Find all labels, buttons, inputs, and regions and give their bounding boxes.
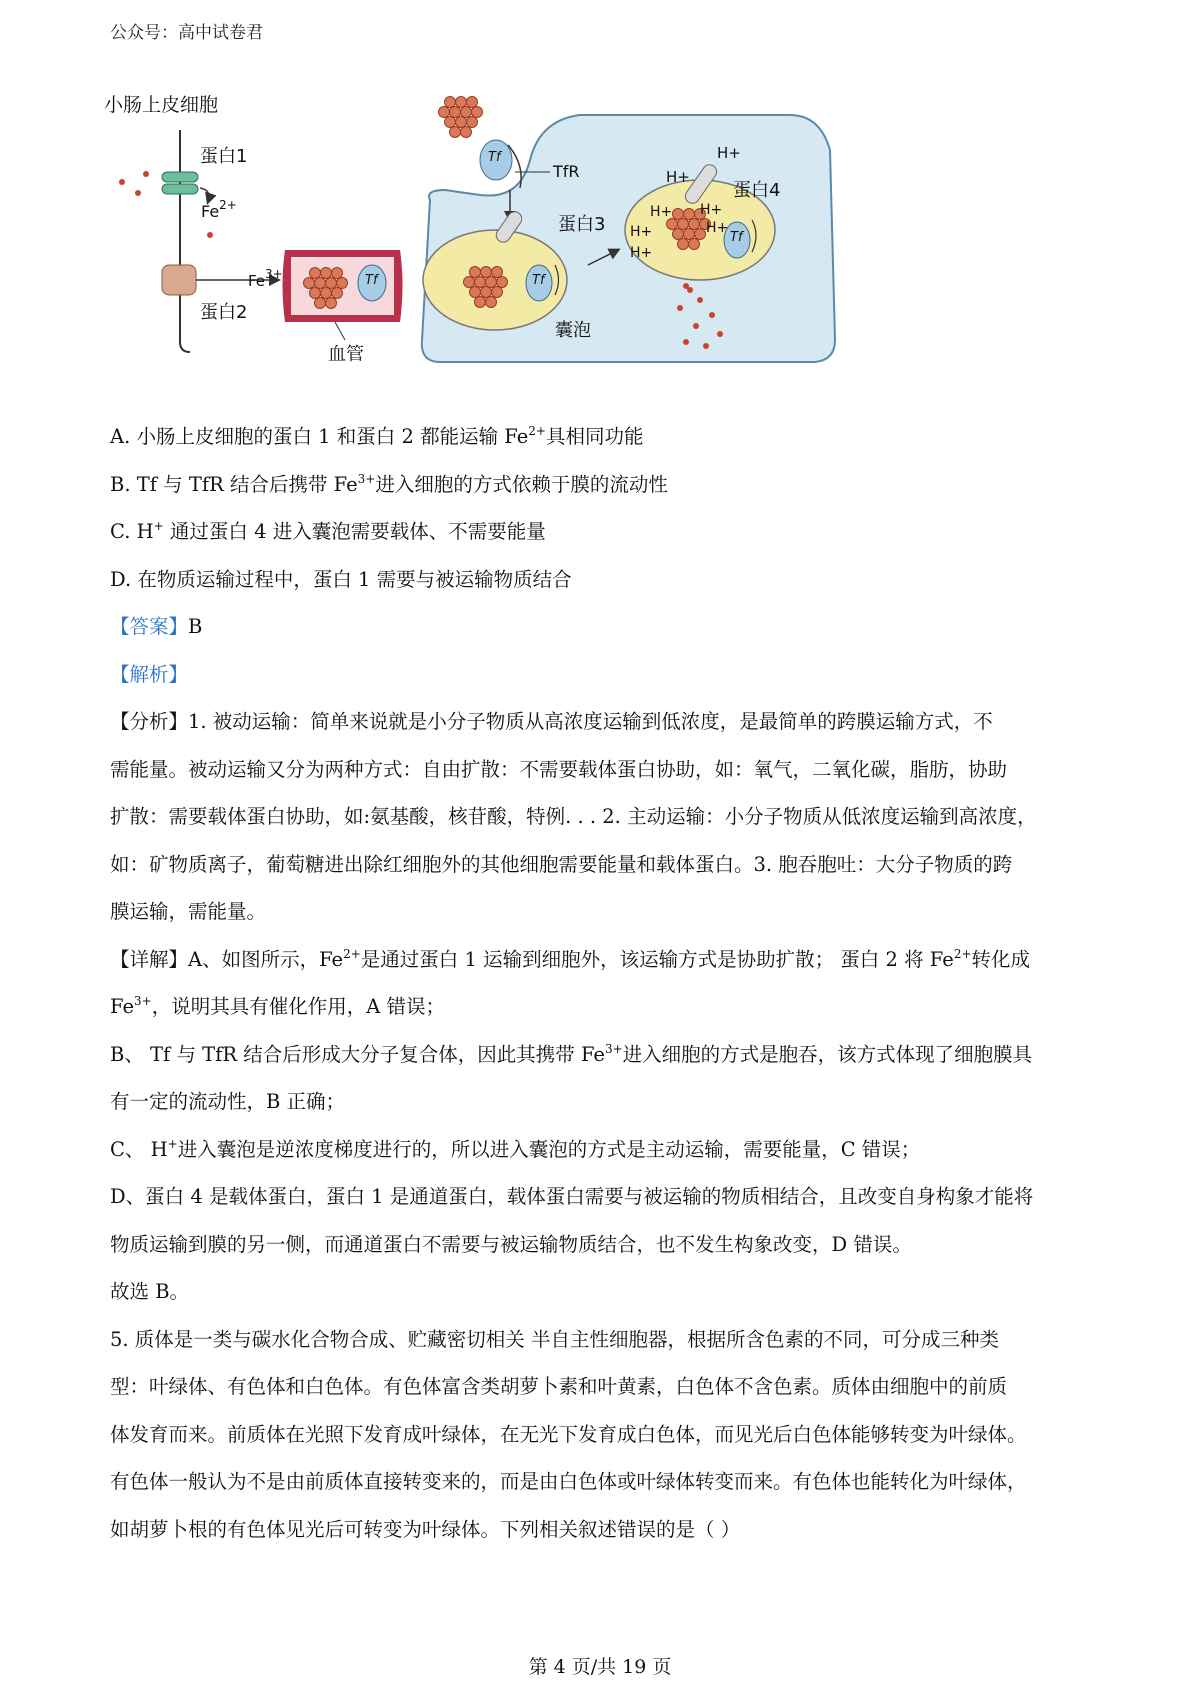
- option-c: C. H+ 通过蛋白 4 进入囊泡需要载体、不需要能量: [110, 519, 546, 543]
- protein1-shape: [162, 172, 198, 182]
- question5-line1: 5. 质体是一类与碳水化合物合成、贮藏密切相关 半自主性细胞器，根据所含色素的不同，可分成三种类: [110, 1327, 1000, 1351]
- answer-line: [110, 603, 1100, 651]
- iron-transport-diagram: [100, 90, 1100, 410]
- label-h-1: H+: [717, 144, 741, 162]
- analysis-tag: 【解析】: [110, 662, 189, 686]
- fenxi-line5: 膜运输，需能量。: [110, 900, 267, 923]
- label-protein4: 蛋白4: [733, 180, 781, 201]
- label-vessel: 血管: [328, 344, 364, 365]
- label-protein1: 蛋白1: [200, 146, 248, 167]
- question5-line2: 型：叶绿体、有色体和白色体。有色体富含类胡萝卜素和叶黄素，白色体不含色素。质体由细胞中的前质: [110, 1375, 1008, 1398]
- fenxi-line4: 如：矿物质离子，葡萄糖进出除红细胞外的其他细胞需要能量和载体蛋白。3. 胞吞胞吐：大分子物质的跨: [110, 852, 1013, 876]
- question5-line4: 有色体一般认为不是由前质体直接转变来的，而是由白色体或叶绿体转变而来。有色体也能转化为叶绿体，: [110, 1470, 1027, 1493]
- option-d: D. 在物质运输过程中，蛋白 1 需要与被运输物质结合: [110, 567, 572, 591]
- label-protein3: 蛋白3: [558, 214, 606, 235]
- xiangjie-d2: 物质运输到膜的另一侧，而通道蛋白不需要与被运输物质结合，也不发生构象改变，D 错误。: [110, 1232, 912, 1256]
- label-fe3: $Fe^{3+}$: [248, 267, 283, 290]
- label-tfr: TfR: [553, 162, 580, 181]
- xiangjie-a1: 【详解】A、如图所示，$Fe^{2+}$是通过蛋白 1 运输到细胞外，该运输方式是协助扩散； 蛋白 2 将 $Fe^{2+}$转化成: [110, 946, 1031, 971]
- conclusion: 故选 B。: [110, 1280, 190, 1303]
- label-tf-vesicle1: Tf: [532, 273, 545, 288]
- cell-title: 小肠上皮细胞: [104, 94, 219, 116]
- fenxi-line1: 【分析】1. 被动运输：简单来说就是小分子物质从高浓度运输到低浓度，是最简单的跨膜运输方式，不: [110, 710, 993, 733]
- question-content: [110, 413, 1100, 1553]
- xiangjie-b1: B、 Tf 与 TfR 结合后形成大分子复合体，因此其携带 $Fe^{3+}$进入细胞的方式是胞吞，该方式体现了细胞膜具: [110, 1041, 1033, 1066]
- xiangjie-c: C、 H+进入囊泡是逆浓度梯度进行的，所以进入囊泡的方式是主动运输，需要能量，C 错误；: [110, 1136, 921, 1161]
- label-h-4: H+: [630, 224, 653, 240]
- question5-line3: 体发育而来。前质体在光照下发育成叶绿体，在无光下发育成白色体，而见光后白色体能够转变为叶绿体。: [110, 1422, 1027, 1446]
- label-h-3: H+: [650, 204, 673, 220]
- label-h-7: H+: [706, 220, 729, 236]
- label-protein2: 蛋白2: [200, 302, 248, 323]
- fenxi-line2: 需能量。被动运输又分为两种方式：自由扩散：不需要载体蛋白协助，如：氧气，二氧化碳，脂肪，协助: [110, 757, 1008, 781]
- answer-value: B: [188, 615, 203, 638]
- xiangjie-b2: 有一定的流动性，B 正确；: [110, 1090, 346, 1113]
- xiangjie-a2: $Fe^{3+}$，说明其具有催化作用，A 错误；: [110, 994, 445, 1018]
- label-h-6: H+: [700, 202, 723, 218]
- question5-line5: 如胡萝卜根的有色体见光后可转变为叶绿体。下列相关叙述错误的是（ ）: [110, 1517, 741, 1541]
- label-tf-vessel: Tf: [365, 273, 378, 288]
- label-h-2: H+: [666, 168, 690, 186]
- xiangjie-d1: D、蛋白 4 是载体蛋白，蛋白 1 是通道蛋白，载体蛋白需要与被运输的物质相结合，且改变自身构象才能将: [110, 1185, 1034, 1208]
- page-footer: 第 4 页/共 19 页: [528, 1656, 672, 1678]
- label-tf-top: Tf: [488, 150, 501, 165]
- option-a: A. 小肠上皮细胞的蛋白 1 和蛋白 2 都能运输 $Fe^{2+}$具相同功能: [110, 424, 644, 448]
- fenxi-line3: 扩散：需要载体蛋白协助，如:氨基酸，核苷酸，特例. . . 2. 主动运输：小分子物质从低浓度运输到高浓度，: [110, 805, 1037, 828]
- diagram-svg: [100, 90, 1100, 410]
- answer-tag: 【答案】: [110, 615, 189, 638]
- page-header: 公众号：高中试卷君: [110, 23, 263, 43]
- option-b: B. Tf 与 TfR 结合后携带 $Fe^{3+}$进入细胞的方式依赖于膜的流动性: [110, 471, 668, 496]
- label-fe2: $Fe^{2+}$: [201, 198, 237, 221]
- label-vesicle: 囊泡: [555, 320, 591, 341]
- top-iron-cluster: [439, 97, 483, 138]
- protein2-shape: [162, 265, 196, 295]
- label-tf-vesicle2: Tf: [730, 230, 743, 245]
- label-h-5: H+: [630, 245, 653, 261]
